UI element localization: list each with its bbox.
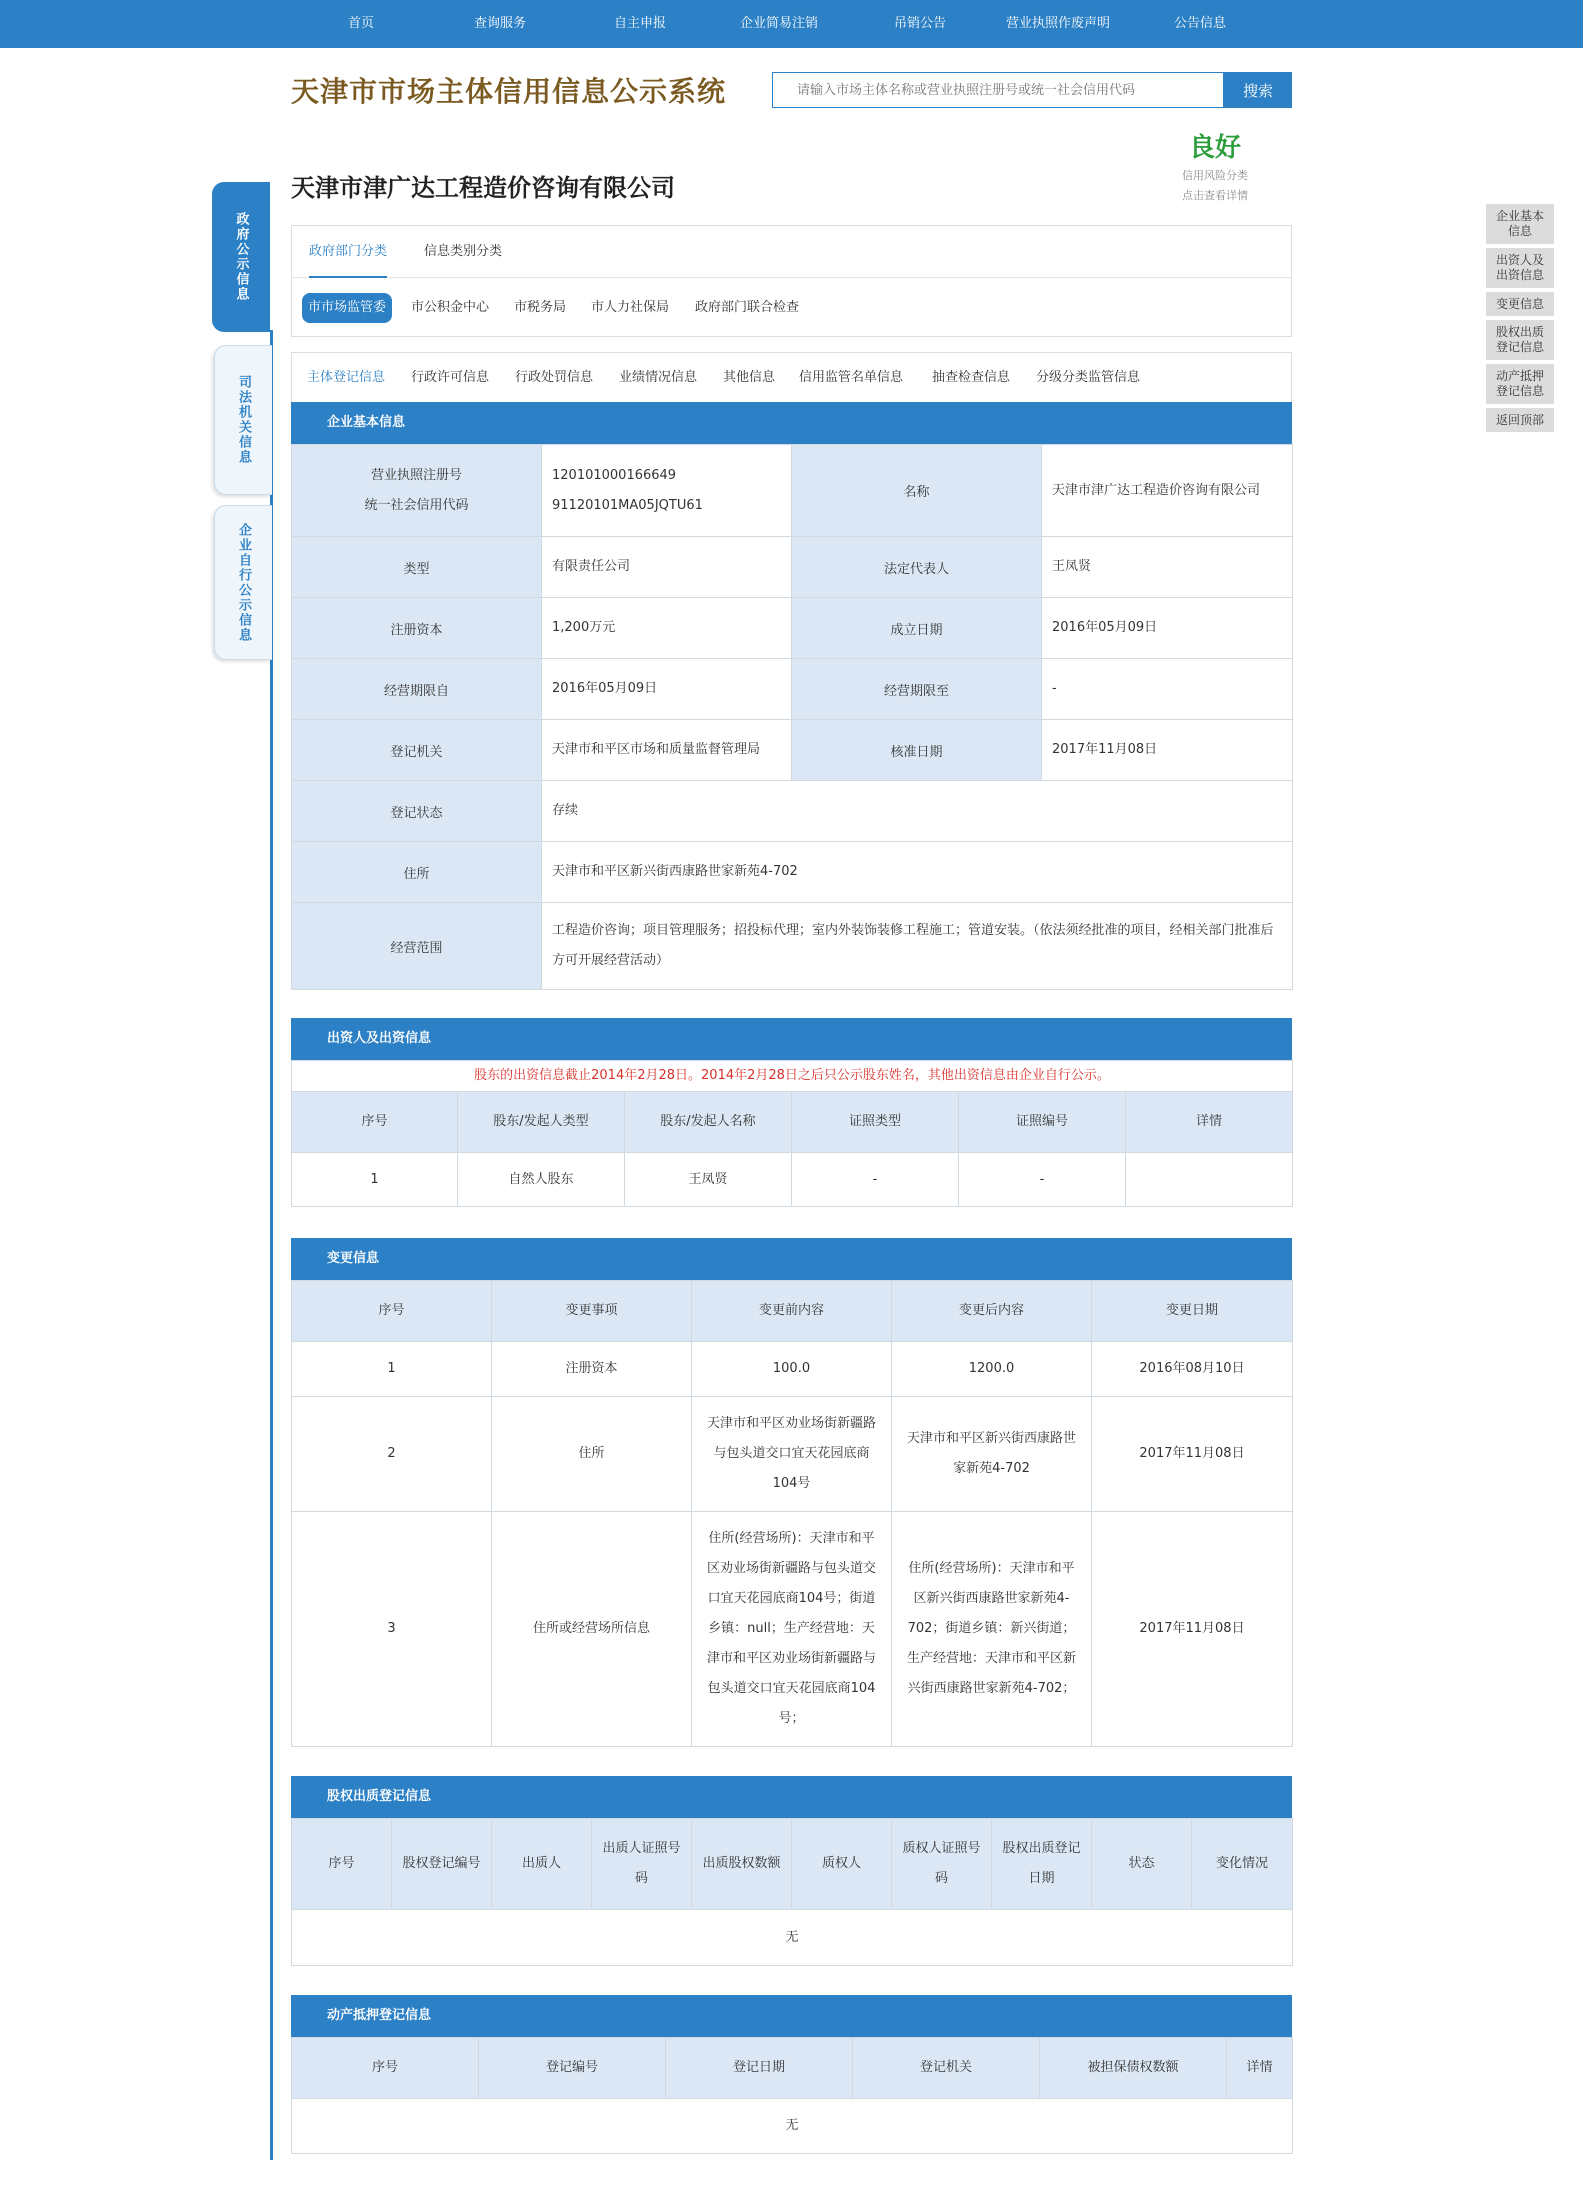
reg-no-value-cell xyxy=(542,445,792,537)
investors-table xyxy=(291,1060,1293,1207)
change-item: 住所 xyxy=(492,1397,692,1512)
mortgage-col-authority: 登记机关 xyxy=(853,2038,1040,2099)
pledge-col-reg-date: 股权出质登记日期 xyxy=(992,1819,1092,1910)
site-title: 天津市市场主体信用信息公示系统 xyxy=(291,75,727,108)
scope-value: 工程造价咨询；项目管理服务；招投标代理；室内外装饰装修工程施工；管道安装。（依法须经批准的项目，经相关部门批准后方可开展经营活动） xyxy=(542,903,1293,990)
address-label: 住所 xyxy=(292,842,542,903)
dept-hr-social[interactable]: 市人力社保局 xyxy=(591,300,670,315)
reg-no-value: 120101000166649 xyxy=(552,467,677,483)
tab-judicial-info-label: 司法机关信息 xyxy=(236,375,251,465)
credit-code-label: 统一社会信用代码 xyxy=(364,497,469,513)
mortgage-col-amount: 被担保债权数额 xyxy=(1040,2038,1227,2099)
credit-code-value: 91120101MA05JQTU61 xyxy=(552,497,703,513)
basic-info-table xyxy=(291,444,1293,990)
right-menu-changes[interactable]: 变更信息 xyxy=(1486,292,1554,316)
name-label: 名称 xyxy=(792,445,1042,537)
changes-header: 变更信息 xyxy=(291,1238,1292,1280)
investors-col-type: 股东/发起人类型 xyxy=(458,1092,625,1153)
mortgage-col-detail: 详情 xyxy=(1227,2038,1293,2099)
changes-col-item: 变更事项 xyxy=(492,1281,692,1342)
tab-registration[interactable]: 主体登记信息 xyxy=(307,370,386,385)
search-box xyxy=(772,72,1224,108)
nav-home[interactable]: 首页 xyxy=(348,16,375,31)
change-before: 住所(经营场所)：天津市和平区劝业场街新疆路与包头道交口宜天花园底商104号；街道乡镇：null；生产经营地：天津市和平区劝业场街新疆路与包头道交口宜天花园底商104号； xyxy=(692,1512,892,1747)
pledge-col-pledgee-cert: 质权人证照号码 xyxy=(892,1819,992,1910)
rating-grade[interactable]: 良好 xyxy=(1188,133,1241,163)
address-value: 天津市和平区新兴街西康路世家新苑4-702 xyxy=(542,842,1293,903)
term-from-label: 经营期限自 xyxy=(292,659,542,720)
search-input[interactable] xyxy=(773,73,1223,107)
changes-col-before: 变更前内容 xyxy=(692,1281,892,1342)
legal-rep-value: 王凤贤 xyxy=(1042,537,1293,598)
right-menu-mortgage[interactable]: 动产抵押登记信息 xyxy=(1486,364,1554,404)
investors-header: 出资人及出资信息 xyxy=(291,1018,1292,1060)
mortgage-col-reg-date: 登记日期 xyxy=(666,2038,853,2099)
tab-self-disclosure-label: 企业自行公示信息 xyxy=(236,522,251,643)
pledge-col-change: 变化情况 xyxy=(1192,1819,1293,1910)
nav-query[interactable]: 查询服务 xyxy=(474,16,527,31)
status-label: 登记状态 xyxy=(292,781,542,842)
authority-label: 登记机关 xyxy=(292,720,542,781)
reg-no-label-cell xyxy=(292,445,542,537)
pledge-col-pledgor-cert: 出质人证照号码 xyxy=(592,1819,692,1910)
changes-col-date: 变更日期 xyxy=(1092,1281,1293,1342)
change-after: 1200.0 xyxy=(892,1342,1092,1397)
authority-value: 天津市和平区市场和质量监督管理局 xyxy=(542,720,792,781)
tab-by-info-type[interactable]: 信息类别分类 xyxy=(424,244,503,259)
scope-label: 经营范围 xyxy=(292,903,542,990)
table-row xyxy=(292,1397,1293,1512)
pledge-col-pledgor: 出质人 xyxy=(492,1819,592,1910)
name-value: 天津市津广达工程造价咨询有限公司 xyxy=(1042,445,1293,537)
table-row xyxy=(292,1153,1293,1207)
investor-index: 1 xyxy=(292,1153,458,1207)
changes-table xyxy=(291,1280,1293,1747)
changes-col-index: 序号 xyxy=(292,1281,492,1342)
founded-label: 成立日期 xyxy=(792,598,1042,659)
approve-date-value: 2017年11月08日 xyxy=(1042,720,1293,781)
tab-graded-supervision[interactable]: 分级分类监管信息 xyxy=(1036,370,1141,385)
reg-no-label: 营业执照注册号 xyxy=(370,467,462,483)
nav-revoke[interactable]: 吊销公告 xyxy=(894,16,947,31)
tab-credit-list[interactable]: 信用监管名单信息 xyxy=(799,370,904,385)
investors-col-cert-type: 证照类型 xyxy=(792,1092,959,1153)
founded-value: 2016年05月09日 xyxy=(1042,598,1293,659)
table-row xyxy=(292,1512,1293,1747)
change-date: 2016年08月10日 xyxy=(1092,1342,1293,1397)
category-tabs xyxy=(292,226,1291,278)
tab-penalty[interactable]: 行政处罚信息 xyxy=(515,370,594,385)
type-label: 类型 xyxy=(292,537,542,598)
credit-rating[interactable] xyxy=(1170,130,1260,206)
rating-detail-link[interactable]: 点击查看详情 xyxy=(1182,189,1248,202)
change-before: 100.0 xyxy=(692,1342,892,1397)
pledge-col-reg-no: 股权登记编号 xyxy=(392,1819,492,1910)
right-menu-investors[interactable]: 出资人及出资信息 xyxy=(1486,248,1554,288)
tab-government-info[interactable] xyxy=(212,182,270,332)
nav-simple-cancel[interactable]: 企业简易注销 xyxy=(740,16,819,31)
investor-cert-type: - xyxy=(792,1153,959,1207)
tab-other[interactable]: 其他信息 xyxy=(723,370,776,385)
pledge-table xyxy=(291,1818,1293,1966)
change-date: 2017年11月08日 xyxy=(1092,1512,1293,1747)
tab-by-department[interactable]: 政府部门分类 xyxy=(309,226,387,278)
table-row xyxy=(292,1342,1293,1397)
change-index: 2 xyxy=(292,1397,492,1512)
right-menu-basic[interactable]: 企业基本信息 xyxy=(1486,204,1554,244)
tab-spot-check[interactable]: 抽查检查信息 xyxy=(932,370,1011,385)
legal-rep-label: 法定代表人 xyxy=(792,537,1042,598)
mortgage-table xyxy=(291,2037,1293,2154)
rating-label: 信用风险分类 xyxy=(1182,169,1248,182)
mortgage-empty: 无 xyxy=(292,2099,1293,2154)
basic-info-header: 企业基本信息 xyxy=(291,402,1292,444)
change-date: 2017年11月08日 xyxy=(1092,1397,1293,1512)
change-item: 注册资本 xyxy=(492,1342,692,1397)
investors-col-detail: 详情 xyxy=(1126,1092,1293,1153)
term-from-value: 2016年05月09日 xyxy=(542,659,792,720)
pledge-header: 股权出质登记信息 xyxy=(291,1776,1292,1818)
pledge-col-amount: 出质股权数额 xyxy=(692,1819,792,1910)
nav-declare[interactable]: 自主申报 xyxy=(614,16,667,31)
investor-name: 王凤贤 xyxy=(625,1153,792,1207)
category-panel xyxy=(291,225,1292,337)
info-tabs xyxy=(291,352,1292,402)
status-value: 存续 xyxy=(542,781,1293,842)
pledge-col-index: 序号 xyxy=(292,1819,392,1910)
mortgage-col-index: 序号 xyxy=(292,2038,479,2099)
capital-value: 1,200万元 xyxy=(542,598,792,659)
tab-government-info-label: 政府公示信息 xyxy=(233,212,249,302)
tab-judicial-info[interactable] xyxy=(214,345,272,495)
dept-joint-inspection[interactable]: 政府部门联合检查 xyxy=(695,300,800,315)
change-item: 住所或经营场所信息 xyxy=(492,1512,692,1747)
search-button[interactable]: 搜索 xyxy=(1224,72,1292,108)
investors-col-name: 股东/发起人名称 xyxy=(625,1092,792,1153)
nav-notice[interactable]: 公告信息 xyxy=(1174,16,1227,31)
investor-detail[interactable] xyxy=(1126,1153,1293,1207)
pledge-col-status: 状态 xyxy=(1092,1819,1192,1910)
nav-license-void[interactable]: 营业执照作废声明 xyxy=(1006,16,1111,31)
tab-self-disclosure[interactable] xyxy=(214,505,272,660)
right-menu-pledge[interactable]: 股权出质登记信息 xyxy=(1486,320,1554,360)
pledge-empty: 无 xyxy=(292,1910,1293,1966)
pledge-col-pledgee: 质权人 xyxy=(792,1819,892,1910)
company-name: 天津市津广达工程造价咨询有限公司 xyxy=(291,174,675,202)
term-to-label: 经营期限至 xyxy=(792,659,1042,720)
investor-type: 自然人股东 xyxy=(458,1153,625,1207)
investor-cert-no: - xyxy=(959,1153,1126,1207)
capital-label: 注册资本 xyxy=(292,598,542,659)
approve-date-label: 核准日期 xyxy=(792,720,1042,781)
mortgage-col-reg-no: 登记编号 xyxy=(479,2038,666,2099)
mortgage-header: 动产抵押登记信息 xyxy=(291,1995,1292,2037)
dept-market-regulation[interactable]: 市市场监管委 xyxy=(302,293,392,323)
dept-housing-fund[interactable]: 市公积金中心 xyxy=(411,300,490,315)
investors-col-index: 序号 xyxy=(292,1092,458,1153)
tab-license[interactable]: 行政许可信息 xyxy=(411,370,490,385)
right-menu-back-top[interactable]: 返回顶部 xyxy=(1486,408,1554,432)
change-after: 天津市和平区新兴街西康路世家新苑4-702 xyxy=(892,1397,1092,1512)
change-index: 1 xyxy=(292,1342,492,1397)
dept-tax-bureau[interactable]: 市税务局 xyxy=(514,300,567,315)
term-to-value: - xyxy=(1042,659,1293,720)
top-navigation xyxy=(0,0,1583,48)
type-value: 有限责任公司 xyxy=(542,537,792,598)
investors-col-cert-no: 证照编号 xyxy=(959,1092,1126,1153)
changes-col-after: 变更后内容 xyxy=(892,1281,1092,1342)
change-after: 住所(经营场所)：天津市和平区新兴街西康路世家新苑4-702；街道乡镇：新兴街道；生产经营地：天津市和平区新兴街西康路世家新苑4-702； xyxy=(892,1512,1092,1747)
change-before: 天津市和平区劝业场街新疆路与包头道交口宜天花园底商104号 xyxy=(692,1397,892,1512)
change-index: 3 xyxy=(292,1512,492,1747)
investors-notice: 股东的出资信息截止2014年2月28日。2014年2月28日之后只公示股东姓名，其他出资信息由企业自行公示。 xyxy=(292,1061,1293,1092)
tab-performance[interactable]: 业绩情况信息 xyxy=(619,370,698,385)
